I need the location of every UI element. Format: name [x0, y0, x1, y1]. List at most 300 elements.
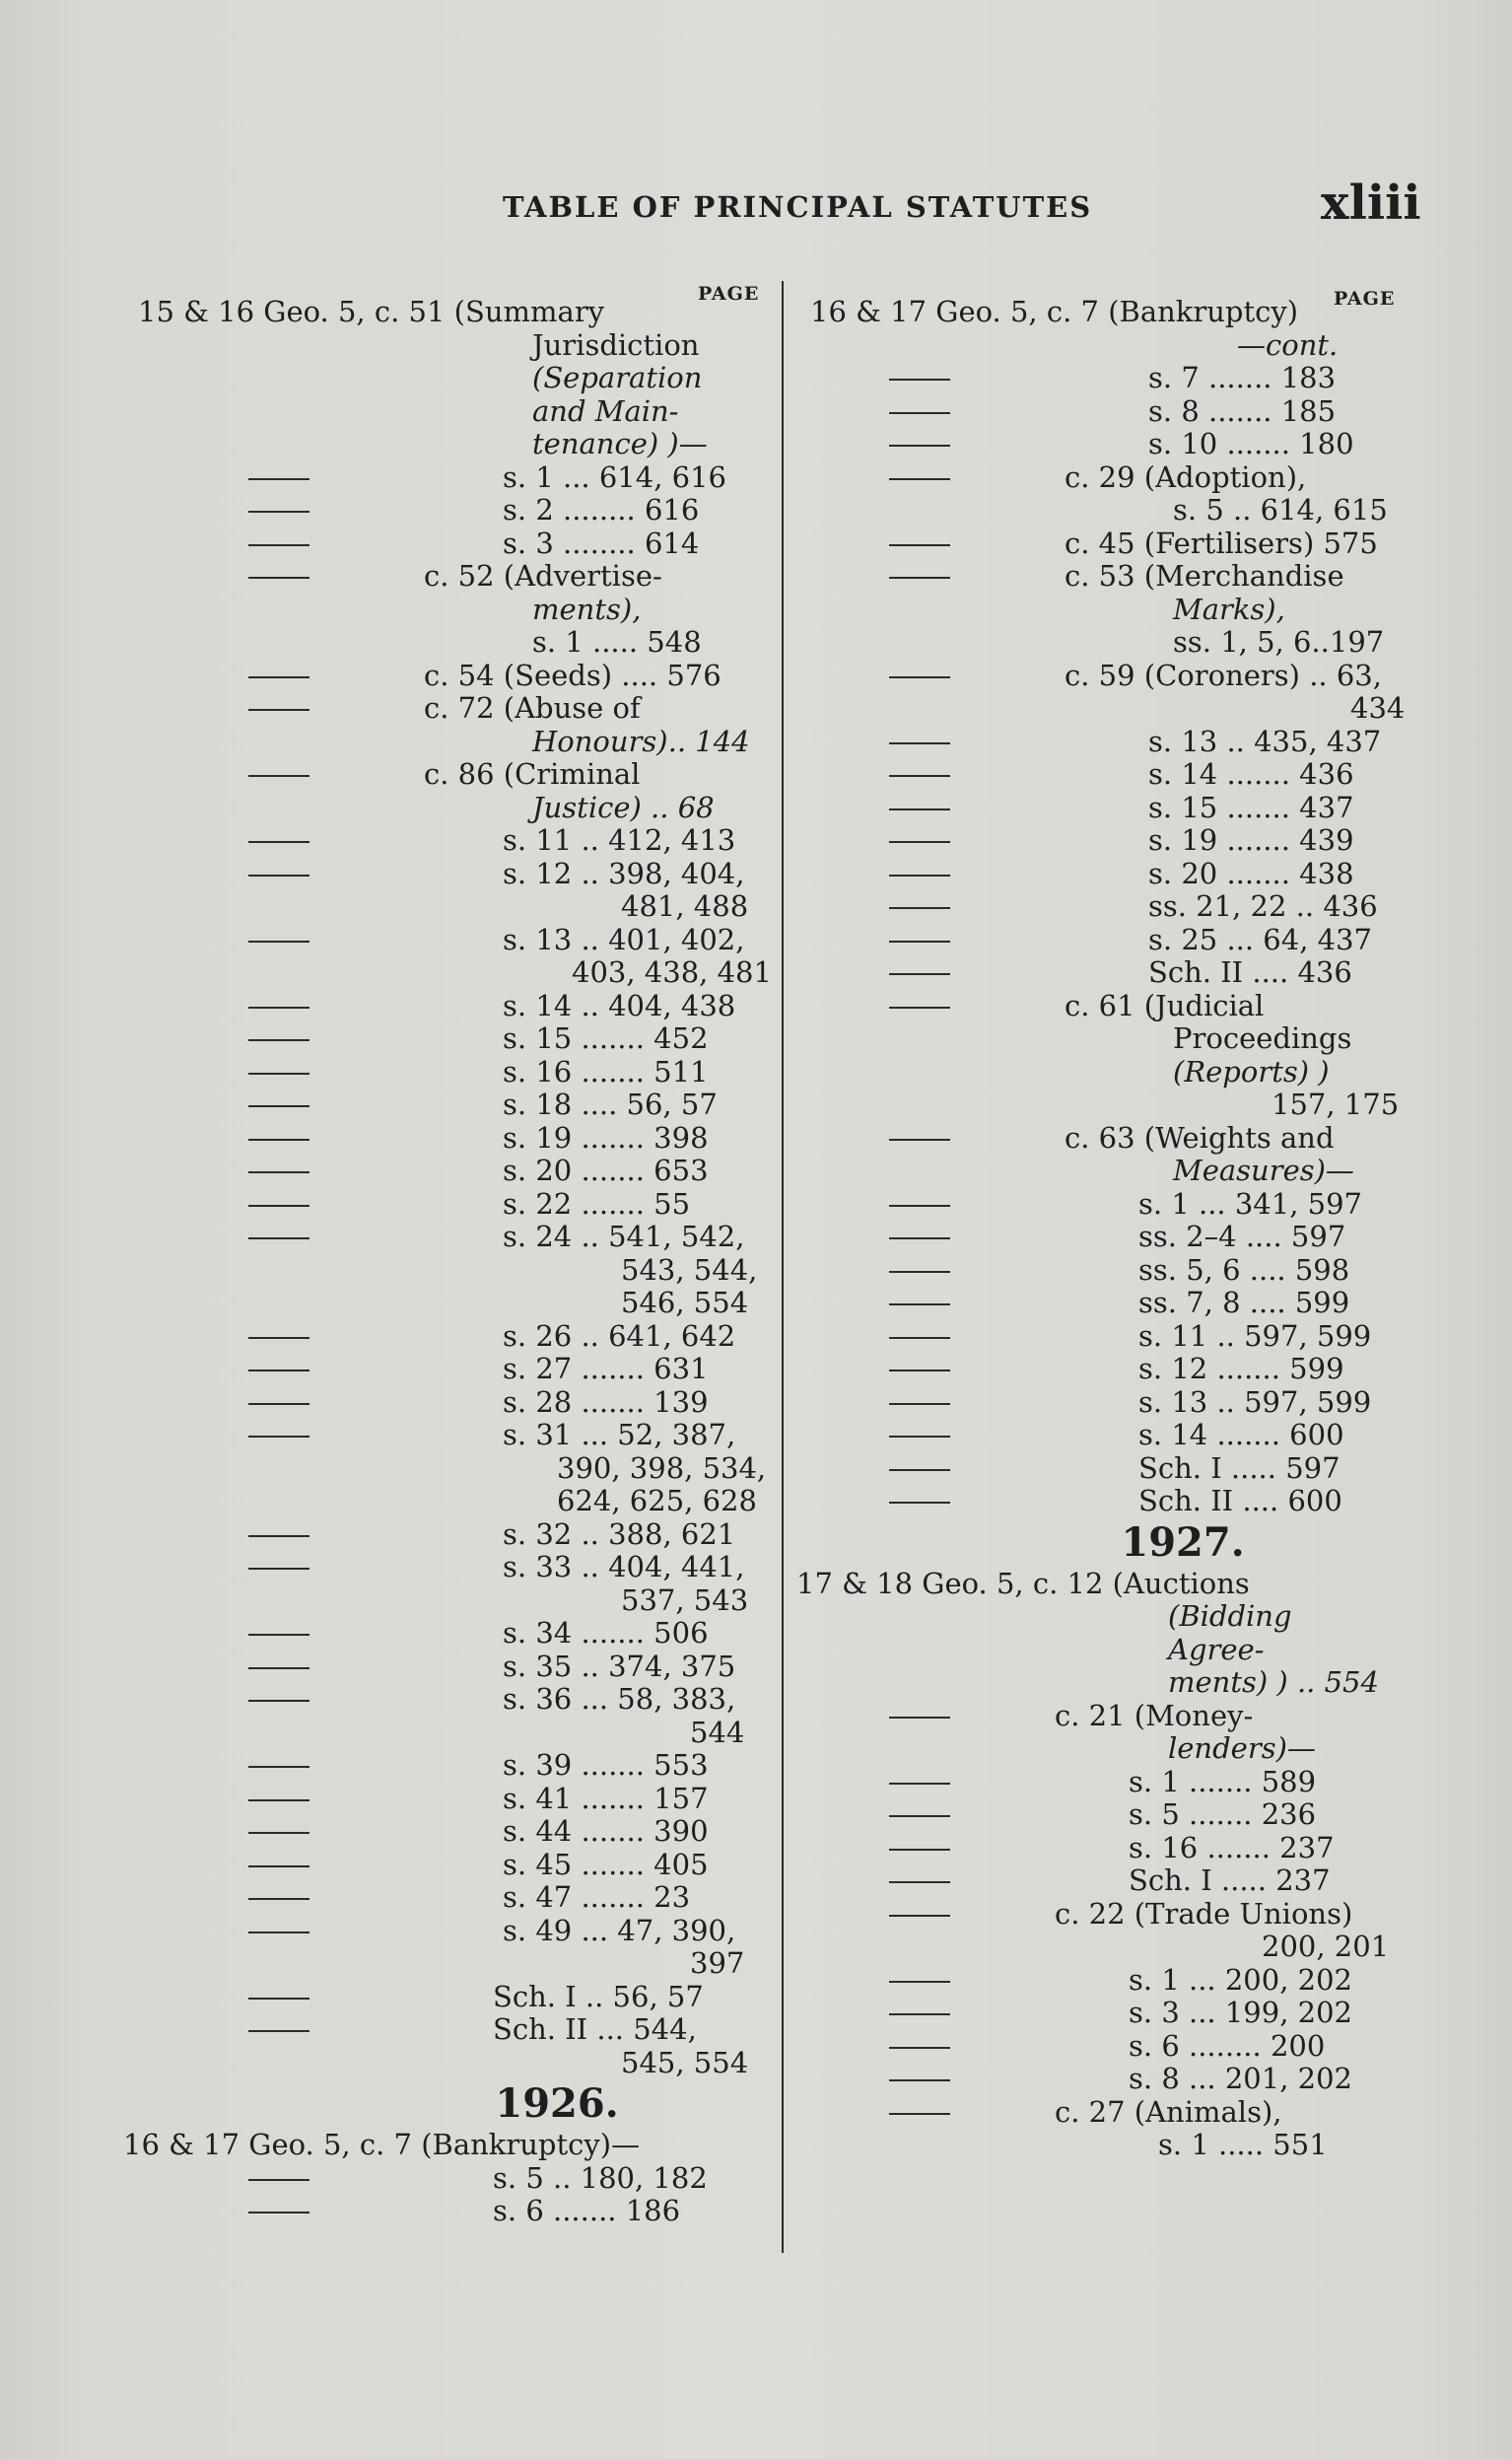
- index-entry: [789, 1700, 1459, 1733]
- index-entry: [789, 1600, 1459, 1634]
- ditto-dash: [248, 1105, 309, 1107]
- ditto-dash: [889, 1915, 950, 1917]
- index-entry: [789, 726, 1459, 759]
- index-entry: [138, 1089, 808, 1122]
- index-entry: [789, 858, 1459, 891]
- entry-text: s. 2 ........ 616: [503, 493, 700, 527]
- entry-text: ss. 2–4 .... 597: [1138, 1220, 1346, 1253]
- entry-text: s. 15 ....... 452: [503, 1021, 709, 1055]
- ditto-dash: [248, 2179, 309, 2181]
- index-entry: [138, 758, 808, 792]
- entry-text: s. 35 .. 374, 375: [503, 1649, 736, 1683]
- ditto-dash: [889, 379, 950, 381]
- ditto-dash: [248, 1370, 309, 1371]
- entry-text: s. 28 ....... 139: [503, 1384, 709, 1419]
- ditto-dash: [248, 1799, 309, 1801]
- index-entry: [138, 726, 808, 759]
- index-entry: [789, 296, 1459, 329]
- entry-text: s. 7 ....... 183: [1148, 361, 1337, 394]
- ditto-dash: [889, 1303, 950, 1305]
- entry-text: s. 10 ....... 180: [1148, 427, 1354, 460]
- index-entry: [789, 2096, 1459, 2130]
- ditto-dash: [248, 1535, 309, 1537]
- ditto-dash: [248, 1337, 309, 1339]
- index-entry: [789, 1254, 1459, 1288]
- entry-text: ss. 1, 5, 6..197: [1173, 625, 1385, 659]
- index-entry: [138, 890, 808, 924]
- index-entry: [789, 1766, 1459, 1799]
- index-entry: [138, 494, 808, 527]
- index-entry: [138, 1815, 808, 1849]
- index-entry: [789, 1320, 1459, 1354]
- index-entry: [138, 824, 808, 858]
- entry-text: s. 14 .. 404, 438: [503, 988, 736, 1022]
- index-entry: [789, 1732, 1459, 1766]
- ditto-dash: [248, 941, 309, 943]
- entry-text: s. 36 ... 58, 383,: [503, 1682, 736, 1716]
- entry-text: s. 5 ....... 236: [1129, 1797, 1317, 1831]
- ditto-dash: [889, 445, 950, 447]
- index-entry: [789, 1188, 1459, 1222]
- ditto-dash: [889, 1469, 950, 1471]
- entry-text: s. 8 ....... 185: [1148, 393, 1337, 428]
- index-entry: [138, 1122, 808, 1156]
- running-header-title: TABLE OF PRINCIPAL STATUTES: [503, 190, 1093, 224]
- index-entry: [138, 1749, 808, 1783]
- ditto-dash: [248, 1139, 309, 1141]
- index-entry: [789, 990, 1459, 1023]
- index-entry: [789, 1287, 1459, 1320]
- index-entry: [138, 2047, 808, 2080]
- entry-text: ments) ) .. 554: [1168, 1665, 1379, 1699]
- entry-text: s. 20 ....... 653: [503, 1154, 709, 1187]
- index-entry: [789, 1452, 1459, 1486]
- entry-text: (Separation: [532, 361, 703, 394]
- entry-text: s. 22 ....... 55: [503, 1186, 691, 1221]
- entry-text: 397: [690, 1946, 745, 1980]
- entry-text: 481, 488: [621, 889, 749, 923]
- index-entry: [138, 1287, 808, 1320]
- entry-text: 537, 543: [621, 1582, 749, 1617]
- ditto-dash: [889, 544, 950, 546]
- entry-text: s. 11 .. 597, 599: [1138, 1318, 1372, 1353]
- index-entry: [789, 1089, 1459, 1122]
- index-entry: [789, 428, 1459, 461]
- index-entry: [138, 1485, 808, 1518]
- entry-text: c. 86 (Criminal: [424, 757, 641, 791]
- entry-text: Sch. I ..... 237: [1129, 1863, 1331, 1897]
- index-entry: [789, 2129, 1459, 2162]
- entry-text: ments),: [532, 592, 642, 626]
- index-entry: [138, 1947, 808, 1981]
- index-entry: [789, 1864, 1459, 1898]
- index-entry: [138, 1155, 808, 1188]
- index-entry: [123, 2128, 808, 2162]
- index-entry: [789, 758, 1459, 792]
- page-number: xliii: [1321, 176, 1421, 231]
- ditto-dash: [248, 1205, 309, 1207]
- ditto-dash: [889, 577, 950, 579]
- index-entry: [789, 1485, 1459, 1518]
- index-entry: [789, 1221, 1459, 1254]
- entry-text: s. 19 ....... 439: [1148, 823, 1354, 857]
- ditto-dash: [248, 1932, 309, 1933]
- ditto-dash: [248, 2030, 309, 2032]
- entry-text: 544: [690, 1715, 745, 1749]
- ditto-dash: [889, 1502, 950, 1504]
- index-entry: [789, 2063, 1459, 2096]
- left-column: [123, 295, 808, 2228]
- ditto-dash: [248, 1237, 309, 1239]
- index-entry: [138, 956, 808, 990]
- entry-text: Jurisdiction: [532, 327, 700, 362]
- entry-text: s. 1 ... 200, 202: [1129, 1962, 1353, 1997]
- index-entry: [138, 626, 808, 660]
- ditto-dash: [248, 577, 309, 579]
- ditto-dash: [248, 1568, 309, 1570]
- right-page-column-label: PAGE: [1334, 288, 1396, 310]
- ditto-dash: [248, 1865, 309, 1867]
- index-entry: [789, 692, 1459, 726]
- ditto-dash: [889, 808, 950, 810]
- ditto-dash: [248, 1832, 309, 1834]
- index-entry: [138, 1221, 808, 1254]
- index-entry: [138, 1188, 808, 1222]
- index-entry: [138, 1320, 808, 1354]
- entry-text: c. 54 (Seeds) .... 576: [424, 658, 722, 692]
- entry-text: s. 6 ........ 200: [1129, 2028, 1326, 2063]
- index-entry: [138, 1915, 808, 1948]
- ditto-dash: [889, 2113, 950, 2115]
- ditto-dash: [248, 1766, 309, 1768]
- entry-text: Sch. II .... 600: [1138, 1484, 1342, 1517]
- entry-text: s. 5 .. 614, 615: [1173, 493, 1388, 527]
- ditto-dash: [889, 941, 950, 943]
- index-entry: [138, 594, 808, 627]
- index-entry: [789, 1022, 1459, 1056]
- ditto-dash: [889, 742, 950, 744]
- entry-text: Justice) .. 68: [532, 790, 715, 824]
- ditto-dash: [248, 1667, 309, 1669]
- ditto-dash: [889, 775, 950, 777]
- ditto-dash: [248, 709, 309, 711]
- ditto-dash: [889, 973, 950, 975]
- entry-text: c. 21 (Money-: [1055, 1698, 1254, 1732]
- index-entry: [789, 594, 1459, 627]
- entry-text: s. 16 ....... 511: [503, 1054, 709, 1089]
- index-entry: [789, 1353, 1459, 1386]
- index-entry: [789, 956, 1459, 990]
- index-entry: [789, 1122, 1459, 1156]
- index-entry: [789, 1386, 1459, 1420]
- index-entry: [789, 1419, 1459, 1452]
- index-entry: [789, 527, 1459, 561]
- entry-text: s. 34 ....... 506: [503, 1616, 709, 1650]
- index-entry: [789, 1634, 1459, 1667]
- entry-text: s. 27 ....... 631: [503, 1352, 709, 1385]
- ditto-dash: [889, 1783, 950, 1785]
- index-entry: [138, 395, 808, 429]
- index-entry: [138, 990, 808, 1023]
- index-entry: [789, 824, 1459, 858]
- entry-text: c. 72 (Abuse of: [424, 691, 641, 725]
- index-entry: [789, 1898, 1459, 1932]
- ditto-dash: [248, 841, 309, 843]
- index-entry: [138, 1353, 808, 1386]
- index-entry: [789, 1798, 1459, 1832]
- ditto-dash: [248, 676, 309, 678]
- entry-text: c. 22 (Trade Unions): [1055, 1896, 1353, 1931]
- ditto-dash: [889, 1139, 950, 1141]
- index-entry: [789, 362, 1459, 395]
- entry-text: (Reports) ): [1173, 1054, 1330, 1089]
- entry-text: 15 & 16 Geo. 5, c. 51 (Summary: [138, 295, 605, 328]
- entry-text: s. 41 ....... 157: [503, 1781, 709, 1815]
- index-entry: [138, 527, 808, 561]
- ditto-dash: [889, 1205, 950, 1207]
- entry-text: 543, 544,: [621, 1252, 758, 1287]
- ditto-dash: [889, 1007, 950, 1009]
- index-entry: [138, 1419, 808, 1452]
- index-entry: [138, 792, 808, 825]
- index-entry: [789, 1832, 1459, 1865]
- ditto-dash: [248, 875, 309, 877]
- index-entry: [138, 1849, 808, 1882]
- entry-text: Agree-: [1168, 1632, 1265, 1666]
- index-entry: [789, 1155, 1459, 1188]
- entry-text: s. 1 ..... 551: [1158, 2128, 1328, 2161]
- entry-text: s. 25 ... 64, 437: [1148, 922, 1373, 956]
- index-entry: [789, 461, 1459, 495]
- index-entry: [789, 1997, 1459, 2030]
- right-column: [789, 296, 1459, 2162]
- index-entry: [789, 1964, 1459, 1998]
- index-entry: [789, 924, 1459, 957]
- entry-text: s. 8 ... 201, 202: [1129, 2062, 1353, 2095]
- entry-text: s. 31 ... 52, 387,: [503, 1418, 736, 1451]
- entry-text: Marks),: [1173, 592, 1285, 626]
- index-entry: [138, 1617, 808, 1651]
- entry-text: 390, 398, 534,: [557, 1450, 767, 1485]
- entry-text: s. 15 ....... 437: [1148, 790, 1354, 824]
- ditto-dash: [889, 875, 950, 877]
- ditto-dash: [889, 1881, 950, 1883]
- entry-text: c. 61 (Judicial: [1065, 988, 1265, 1022]
- entry-text: s. 13 .. 597, 599: [1138, 1384, 1372, 1419]
- entry-text: s. 1 ... 614, 616: [503, 459, 727, 494]
- ditto-dash: [248, 1171, 309, 1173]
- index-entry: [138, 858, 808, 891]
- entry-text: s. 19 ....... 398: [503, 1120, 709, 1155]
- index-entry: [138, 1651, 808, 1684]
- index-entry: [138, 2162, 808, 2196]
- entry-text: c. 29 (Adoption),: [1065, 459, 1307, 494]
- entry-text: 546, 554: [621, 1286, 749, 1319]
- index-entry: [138, 1518, 808, 1552]
- ditto-dash: [248, 511, 309, 513]
- ditto-dash: [889, 841, 950, 843]
- index-entry: [138, 2013, 808, 2047]
- ditto-dash: [248, 1039, 309, 1041]
- entry-text: c. 63 (Weights and: [1065, 1120, 1335, 1155]
- index-entry: [789, 792, 1459, 825]
- index-entry: [138, 428, 808, 461]
- left-page-column-label: PAGE: [698, 283, 760, 305]
- entry-text: s. 3 ... 199, 202: [1129, 1996, 1353, 2029]
- ditto-dash: [889, 1237, 950, 1239]
- ditto-dash: [889, 1815, 950, 1817]
- entry-text: s. 12 .. 398, 404,: [503, 856, 745, 890]
- index-entry: [789, 2030, 1459, 2064]
- index-entry: [138, 296, 808, 329]
- entry-text: s. 16 ....... 237: [1129, 1830, 1335, 1864]
- entry-text: 200, 201: [1262, 1930, 1390, 1963]
- index-entry: [789, 890, 1459, 924]
- year-heading: 1927.: [1121, 1518, 1245, 1566]
- ditto-dash: [889, 478, 950, 480]
- entry-text: ss. 7, 8 .... 599: [1138, 1286, 1350, 1319]
- entry-text: s. 20 ....... 438: [1148, 856, 1354, 890]
- entry-text: s. 1 ..... 548: [532, 625, 702, 659]
- index-entry: [138, 461, 808, 495]
- ditto-dash: [889, 1717, 950, 1719]
- entry-text: s. 1 ... 341, 597: [1138, 1186, 1363, 1221]
- entry-text: 624, 625, 628: [557, 1484, 757, 1517]
- entry-text: c. 27 (Animals),: [1055, 2094, 1282, 2129]
- ditto-dash: [889, 1849, 950, 1851]
- entry-text: s. 14 ....... 436: [1148, 757, 1354, 791]
- entry-text: c. 45 (Fertilisers) 575: [1065, 526, 1378, 560]
- index-entry: [138, 1254, 808, 1288]
- entry-text: ss. 21, 22 .. 436: [1148, 889, 1378, 923]
- index-entry: [138, 1551, 808, 1584]
- entry-text: Sch. II ... 544,: [493, 2012, 697, 2046]
- entry-text: c. 59 (Coroners) .. 63,: [1065, 658, 1382, 692]
- index-entry: [138, 2195, 808, 2228]
- entry-text: 16 & 17 Geo. 5, c. 7 (Bankruptcy): [810, 295, 1299, 328]
- ditto-dash: [248, 544, 309, 546]
- index-entry: [138, 1056, 808, 1089]
- ditto-dash: [248, 1898, 309, 1900]
- entry-text: s. 13 .. 401, 402,: [503, 922, 745, 956]
- entry-text: s. 6 ....... 186: [493, 2194, 681, 2227]
- entry-text: c. 52 (Advertise-: [424, 559, 662, 593]
- entry-text: c. 53 (Merchandise: [1065, 559, 1344, 593]
- entry-text: s. 3 ........ 614: [503, 526, 700, 560]
- entry-text: 403, 438, 481: [572, 955, 772, 989]
- ditto-dash: [889, 907, 950, 909]
- entry-text: 434: [1350, 691, 1406, 725]
- index-entry: [138, 1783, 808, 1816]
- entry-text: s. 39 ....... 553: [503, 1748, 709, 1782]
- entry-text: 17 & 18 Geo. 5, c. 12 (Auctions: [796, 1566, 1250, 1600]
- ditto-dash: [248, 1073, 309, 1075]
- entry-text: s. 33 .. 404, 441,: [503, 1550, 745, 1583]
- index-entry: [138, 692, 808, 726]
- index-entry: [789, 560, 1459, 594]
- entry-text: Sch. II .... 436: [1148, 955, 1352, 989]
- index-entry: [138, 660, 808, 693]
- entry-text: Proceedings: [1173, 1021, 1352, 1055]
- entry-text: tenance) )—: [532, 427, 708, 460]
- entry-text: s. 1 ....... 589: [1129, 1764, 1317, 1798]
- index-entry: [138, 1981, 808, 2014]
- entry-text: s. 26 .. 641, 642: [503, 1318, 736, 1353]
- year-heading: 1926.: [495, 2080, 619, 2127]
- ditto-dash: [248, 1007, 309, 1009]
- entry-text: Measures)—: [1173, 1154, 1354, 1187]
- ditto-dash: [889, 1436, 950, 1438]
- entry-text: 16 & 17 Geo. 5, c. 7 (Bankruptcy)—: [123, 2128, 641, 2161]
- entry-text: s. 24 .. 541, 542,: [503, 1220, 745, 1253]
- ditto-dash: [248, 1403, 309, 1405]
- index-entry: [789, 1931, 1459, 1964]
- index-entry: [789, 494, 1459, 527]
- index-entry: [138, 924, 808, 957]
- ditto-dash: [889, 1337, 950, 1339]
- entry-text: s. 44 ....... 390: [503, 1814, 709, 1848]
- entry-text: Sch. I .. 56, 57: [493, 1979, 704, 2013]
- index-entry: [789, 660, 1459, 693]
- entry-text: and Main-: [532, 393, 679, 428]
- ditto-dash: [248, 2212, 309, 2213]
- entry-text: —cont.: [1237, 327, 1339, 362]
- index-entry: [789, 395, 1459, 429]
- ditto-dash: [889, 2013, 950, 2015]
- entry-text: s. 18 .... 56, 57: [503, 1088, 718, 1121]
- index-entry: [789, 1568, 1459, 1601]
- index-entry: [789, 329, 1459, 363]
- ditto-dash: [889, 2047, 950, 2049]
- ditto-dash: [248, 1634, 309, 1636]
- ditto-dash: [889, 412, 950, 414]
- index-entry: [138, 1683, 808, 1717]
- entry-text: 157, 175: [1271, 1088, 1400, 1121]
- entry-text: s. 12 ....... 599: [1138, 1352, 1344, 1385]
- index-entry: [138, 1452, 808, 1486]
- ditto-dash: [248, 1700, 309, 1702]
- index-entry: [138, 1584, 808, 1618]
- ditto-dash: [889, 1981, 950, 1983]
- ditto-dash: [889, 2079, 950, 2081]
- ditto-dash: [248, 1998, 309, 2000]
- entry-text: lenders)—: [1168, 1731, 1316, 1765]
- index-entry: [138, 362, 808, 395]
- ditto-dash: [889, 1271, 950, 1273]
- entry-text: Sch. I ..... 597: [1138, 1450, 1340, 1485]
- entry-text: s. 14 ....... 600: [1138, 1418, 1344, 1451]
- index-entry: [789, 626, 1459, 660]
- entry-text: s. 49 ... 47, 390,: [503, 1913, 736, 1947]
- index-entry: [138, 1386, 808, 1420]
- ditto-dash: [889, 676, 950, 678]
- entry-text: s. 5 .. 180, 182: [493, 2160, 708, 2195]
- entry-text: 545, 554: [621, 2045, 749, 2079]
- entry-text: ss. 5, 6 .... 598: [1138, 1252, 1350, 1287]
- entry-text: s. 11 .. 412, 413: [503, 823, 736, 857]
- entry-text: (Bidding: [1168, 1599, 1292, 1633]
- index-entry: [789, 1666, 1459, 1700]
- entry-text: s. 47 ....... 23: [503, 1880, 691, 1914]
- ditto-dash: [248, 478, 309, 480]
- entry-text: s. 13 .. 435, 437: [1148, 724, 1382, 758]
- index-entry: [138, 329, 808, 363]
- ditto-dash: [889, 1370, 950, 1371]
- index-entry: [138, 1881, 808, 1915]
- index-entry: [138, 1022, 808, 1056]
- entry-text: s. 32 .. 388, 621: [503, 1516, 736, 1551]
- entry-text: Honours).. 144: [532, 724, 750, 758]
